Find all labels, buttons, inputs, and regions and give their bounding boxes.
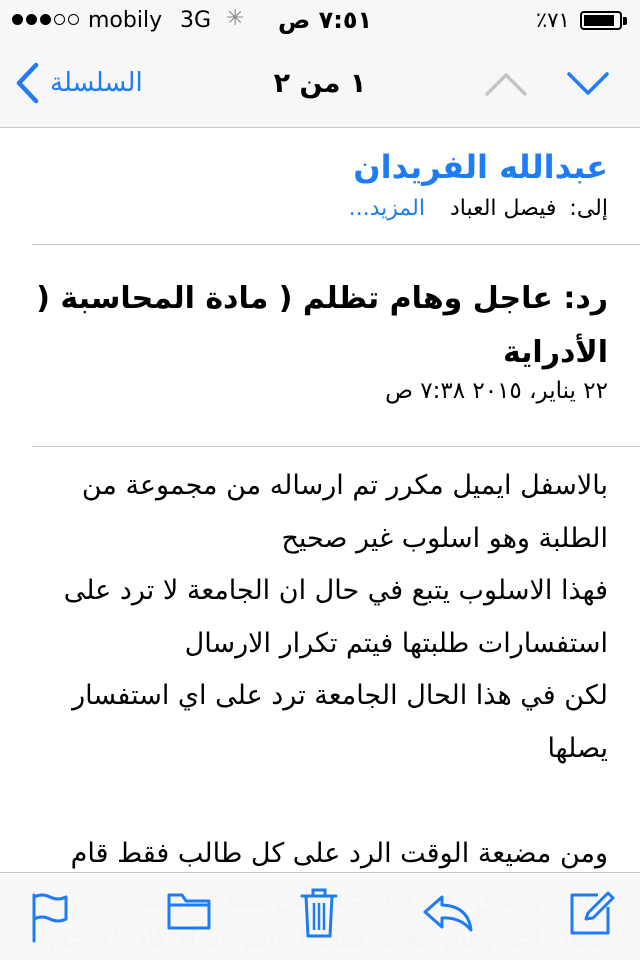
sender-name[interactable]: عبدالله الفريدان bbox=[353, 148, 608, 186]
more-recipients-link[interactable]: المزيد... bbox=[348, 196, 425, 221]
next-message-chevron-down-icon[interactable] bbox=[566, 70, 610, 98]
body-line: يصلها bbox=[547, 732, 608, 764]
back-button-label: السلسلة bbox=[50, 68, 143, 98]
body-line: فهذا الاسلوب يتبع في حال ان الجامعة لا ترد على bbox=[63, 575, 608, 606]
folder-icon[interactable] bbox=[166, 891, 212, 931]
back-button[interactable] bbox=[14, 62, 143, 104]
recipients-line bbox=[349, 196, 608, 221]
email-subject: رد: عاجل وهام تظلم ( مادة المحاسبة ( الأدراية bbox=[36, 281, 608, 370]
bottom-toolbar bbox=[0, 872, 640, 960]
signal-strength-icon bbox=[12, 14, 79, 25]
network-type: 3G bbox=[180, 8, 212, 33]
body-line bbox=[30, 775, 608, 828]
header-divider bbox=[32, 244, 640, 245]
previous-message-chevron-up-icon[interactable] bbox=[484, 70, 528, 98]
loading-spinner-icon: ✳ bbox=[226, 6, 245, 31]
message-counter: ١ من ٢ bbox=[273, 68, 367, 99]
flag-icon[interactable] bbox=[30, 891, 70, 943]
email-body bbox=[30, 460, 608, 880]
body-line: استفسارات طلبتها فيتم تكرار الارسال bbox=[184, 627, 608, 659]
trash-icon[interactable] bbox=[300, 887, 338, 939]
battery-icon bbox=[580, 11, 622, 30]
body-line: بالاسفل ايميل مكرر تم ارساله من مجموعة من bbox=[81, 470, 608, 501]
recipient-name[interactable]: فيصل العباد bbox=[449, 196, 557, 221]
email-date: ٢٢ يناير، ٢٠١٥ ٧:٣٨ ص bbox=[385, 378, 608, 404]
status-bar bbox=[0, 0, 640, 40]
compose-icon[interactable] bbox=[568, 889, 616, 937]
chevron-left-icon bbox=[14, 62, 40, 104]
body-line: لكن في هذا الحال الجامعة ترد على اي استفسار bbox=[72, 680, 608, 711]
reply-icon[interactable] bbox=[422, 893, 474, 933]
battery-percent: ٪٧١ bbox=[536, 8, 570, 32]
carrier-name: mobily bbox=[88, 8, 163, 33]
status-time: ٧:٥١ ص bbox=[278, 6, 373, 34]
body-line: الطلبة وهو اسلوب غير صحيح bbox=[281, 522, 608, 554]
body-divider bbox=[32, 446, 640, 447]
to-label: إلى: bbox=[569, 196, 608, 221]
navigation-bar bbox=[0, 40, 640, 128]
body-line: ومن مضيعة الوقت الرد على كل طالب فقط قام bbox=[70, 837, 608, 869]
